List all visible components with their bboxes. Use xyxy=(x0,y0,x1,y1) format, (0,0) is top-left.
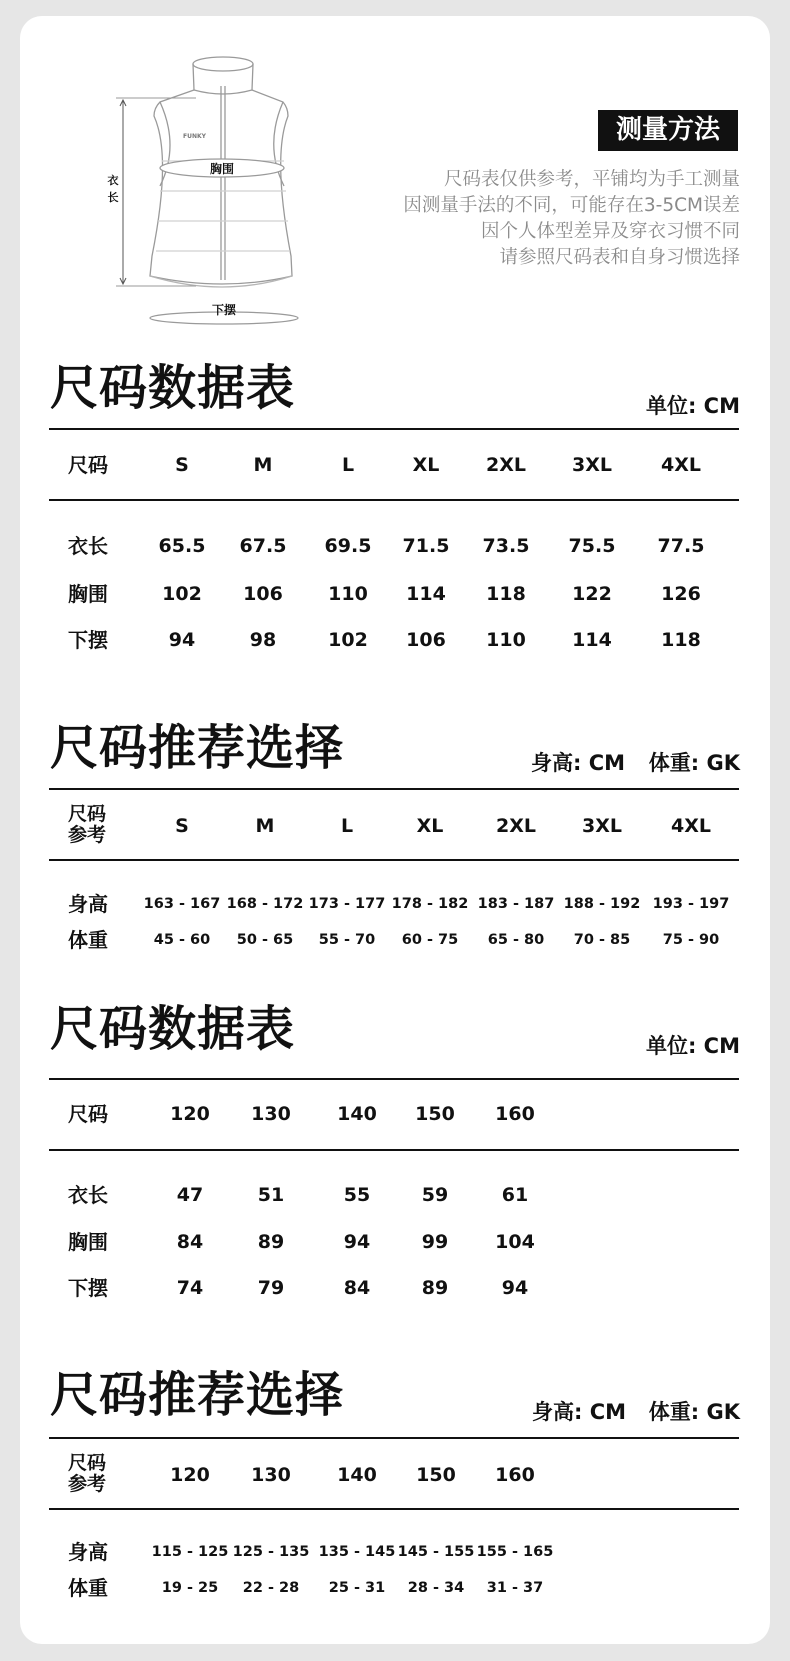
table-row xyxy=(20,925,770,955)
range-cell: 55 - 70 xyxy=(318,932,376,948)
size-cell: 140 xyxy=(337,1464,377,1486)
row-label: 体重 xyxy=(68,1576,108,1600)
divider xyxy=(49,788,739,790)
value-cell: 99 xyxy=(421,1231,449,1253)
size-reference-label-2: 参考 xyxy=(68,824,107,846)
range-cell: 65 - 80 xyxy=(487,932,545,948)
value-cell: 77.5 xyxy=(657,535,705,557)
value-cell: 106 xyxy=(406,629,446,651)
value-cell: 51 xyxy=(257,1184,285,1206)
range-cell: 173 - 177 xyxy=(308,896,386,912)
range-cell: 22 - 28 xyxy=(242,1580,300,1596)
unit-label: 单位: CM xyxy=(645,1034,740,1058)
range-cell: 50 - 65 xyxy=(236,932,294,948)
size-cell: S xyxy=(175,815,189,837)
row-label: 胸围 xyxy=(68,1230,108,1254)
range-cell: 193 - 197 xyxy=(652,896,730,912)
note-line: 因测量手法的不同，可能存在3-5CM误差 xyxy=(403,195,740,216)
value-cell: 71.5 xyxy=(402,535,450,557)
row-label: 衣长 xyxy=(68,534,108,558)
size-cell: 3XL xyxy=(572,454,612,476)
divider xyxy=(49,859,739,861)
value-cell: 73.5 xyxy=(482,535,530,557)
size-cell: 2XL xyxy=(496,815,536,837)
range-cell: 135 - 145 xyxy=(318,1544,396,1560)
size-cell: 120 xyxy=(170,1103,210,1125)
size-header-row xyxy=(20,811,770,841)
value-cell: 69.5 xyxy=(324,535,372,557)
size-header-row xyxy=(20,1099,770,1129)
value-cell: 98 xyxy=(249,629,277,651)
section-title: 尺码推荐选择 xyxy=(50,720,345,776)
value-cell: 89 xyxy=(257,1231,285,1253)
table-row xyxy=(20,1273,770,1303)
size-chart-card xyxy=(20,16,770,1644)
row-label: 衣长 xyxy=(68,1183,108,1207)
value-cell: 104 xyxy=(495,1231,535,1253)
note-line: 请参照尺码表和自身习惯选择 xyxy=(499,247,740,268)
size-header-label: 尺码 xyxy=(68,453,108,477)
size-header-label: 尺码 xyxy=(68,1102,108,1126)
size-header-row xyxy=(20,1460,770,1490)
section-title: 尺码数据表 xyxy=(50,1001,296,1057)
range-cell: 25 - 31 xyxy=(328,1580,386,1596)
table-row xyxy=(20,579,770,609)
value-cell: 94 xyxy=(501,1277,529,1299)
note-line: 尺码表仅供参考，平铺均为手工测量 xyxy=(443,169,740,190)
unit-label: 单位: CM xyxy=(645,394,740,418)
size-reference-label-1: 尺码 xyxy=(68,1452,107,1474)
size-cell: 160 xyxy=(495,1464,535,1486)
range-cell: 70 - 85 xyxy=(573,932,631,948)
size-cell: M xyxy=(255,815,275,837)
value-cell: 94 xyxy=(168,629,196,651)
value-cell: 59 xyxy=(421,1184,449,1206)
range-cell: 28 - 34 xyxy=(407,1580,465,1596)
table-row xyxy=(20,1227,770,1257)
value-cell: 74 xyxy=(176,1277,204,1299)
value-cell: 114 xyxy=(406,583,446,605)
height-unit-label: 身高: CM xyxy=(532,1400,627,1424)
note-line: 因个人体型差异及穿衣习惯不同 xyxy=(480,221,740,242)
range-cell: 163 - 167 xyxy=(143,896,221,912)
value-cell: 61 xyxy=(501,1184,529,1206)
range-cell: 145 - 155 xyxy=(397,1544,475,1560)
value-cell: 102 xyxy=(162,583,202,605)
table-row xyxy=(20,889,770,919)
size-header-row xyxy=(20,450,770,480)
divider xyxy=(49,1508,739,1510)
size-cell: 140 xyxy=(337,1103,377,1125)
value-cell: 110 xyxy=(328,583,368,605)
value-cell: 118 xyxy=(661,629,701,651)
section-title: 尺码数据表 xyxy=(50,360,296,416)
row-label: 体重 xyxy=(68,928,108,952)
value-cell: 102 xyxy=(328,629,368,651)
value-cell: 89 xyxy=(421,1277,449,1299)
value-cell: 79 xyxy=(257,1277,285,1299)
row-label: 下摆 xyxy=(68,1276,108,1300)
table-row xyxy=(20,1573,770,1603)
value-cell: 84 xyxy=(176,1231,204,1253)
chest-label: 胸围 xyxy=(209,162,235,176)
weight-unit-label: 体重: GK xyxy=(648,1400,740,1424)
weight-unit-label: 体重: GK xyxy=(648,751,740,775)
size-cell: 2XL xyxy=(486,454,526,476)
range-cell: 183 - 187 xyxy=(477,896,555,912)
range-cell: 125 - 135 xyxy=(232,1544,310,1560)
size-cell: 160 xyxy=(495,1103,535,1125)
value-cell: 55 xyxy=(343,1184,371,1206)
table-row xyxy=(20,1537,770,1567)
hem-label: 下摆 xyxy=(211,303,237,317)
size-cell: L xyxy=(341,454,355,476)
row-label: 胸围 xyxy=(68,582,108,606)
range-cell: 188 - 192 xyxy=(563,896,641,912)
value-cell: 47 xyxy=(176,1184,204,1206)
size-cell: S xyxy=(175,454,189,476)
divider xyxy=(49,1078,739,1080)
value-cell: 84 xyxy=(343,1277,371,1299)
divider xyxy=(49,499,739,501)
vest-measurement-diagram xyxy=(88,56,348,336)
value-cell: 126 xyxy=(661,583,701,605)
size-cell: 4XL xyxy=(671,815,711,837)
range-cell: 19 - 25 xyxy=(161,1580,219,1596)
size-reference-label-1: 尺码 xyxy=(68,803,107,825)
height-unit-label: 身高: CM xyxy=(531,751,626,775)
divider xyxy=(49,428,739,430)
row-label: 下摆 xyxy=(68,628,108,652)
size-cell: L xyxy=(340,815,354,837)
size-cell: 120 xyxy=(170,1464,210,1486)
value-cell: 106 xyxy=(243,583,283,605)
size-cell: 4XL xyxy=(661,454,701,476)
length-label-1: 衣 xyxy=(107,174,119,187)
logo-text: FUNKY xyxy=(183,133,206,140)
value-cell: 114 xyxy=(572,629,612,651)
range-cell: 31 - 37 xyxy=(486,1580,544,1596)
table-row xyxy=(20,625,770,655)
value-cell: 65.5 xyxy=(158,535,206,557)
table-row xyxy=(20,531,770,561)
size-cell: 150 xyxy=(415,1103,455,1125)
table-row xyxy=(20,1180,770,1210)
range-cell: 115 - 125 xyxy=(151,1544,229,1560)
divider xyxy=(49,1149,739,1151)
value-cell: 75.5 xyxy=(568,535,616,557)
size-cell: 130 xyxy=(251,1103,291,1125)
size-cell: 3XL xyxy=(582,815,622,837)
value-cell: 67.5 xyxy=(239,535,287,557)
size-cell: XL xyxy=(412,454,440,476)
range-cell: 60 - 75 xyxy=(401,932,459,948)
value-cell: 94 xyxy=(343,1231,371,1253)
divider xyxy=(49,1437,739,1439)
size-cell: XL xyxy=(416,815,444,837)
row-label: 身高 xyxy=(68,892,108,916)
value-cell: 118 xyxy=(486,583,526,605)
range-cell: 178 - 182 xyxy=(391,896,469,912)
value-cell: 122 xyxy=(572,583,612,605)
value-cell: 110 xyxy=(486,629,526,651)
range-cell: 155 - 165 xyxy=(476,1544,554,1560)
size-cell: 150 xyxy=(416,1464,456,1486)
row-label: 身高 xyxy=(68,1540,108,1564)
size-reference-label-2: 参考 xyxy=(68,1473,107,1495)
section-title: 尺码推荐选择 xyxy=(50,1367,345,1423)
length-label-2: 长 xyxy=(107,191,119,204)
range-cell: 75 - 90 xyxy=(662,932,720,948)
range-cell: 45 - 60 xyxy=(153,932,211,948)
measurement-notes xyxy=(403,167,740,271)
size-cell: M xyxy=(253,454,273,476)
size-cell: 130 xyxy=(251,1464,291,1486)
measurement-method-title: 测量方法 xyxy=(598,110,738,151)
range-cell: 168 - 172 xyxy=(226,896,304,912)
